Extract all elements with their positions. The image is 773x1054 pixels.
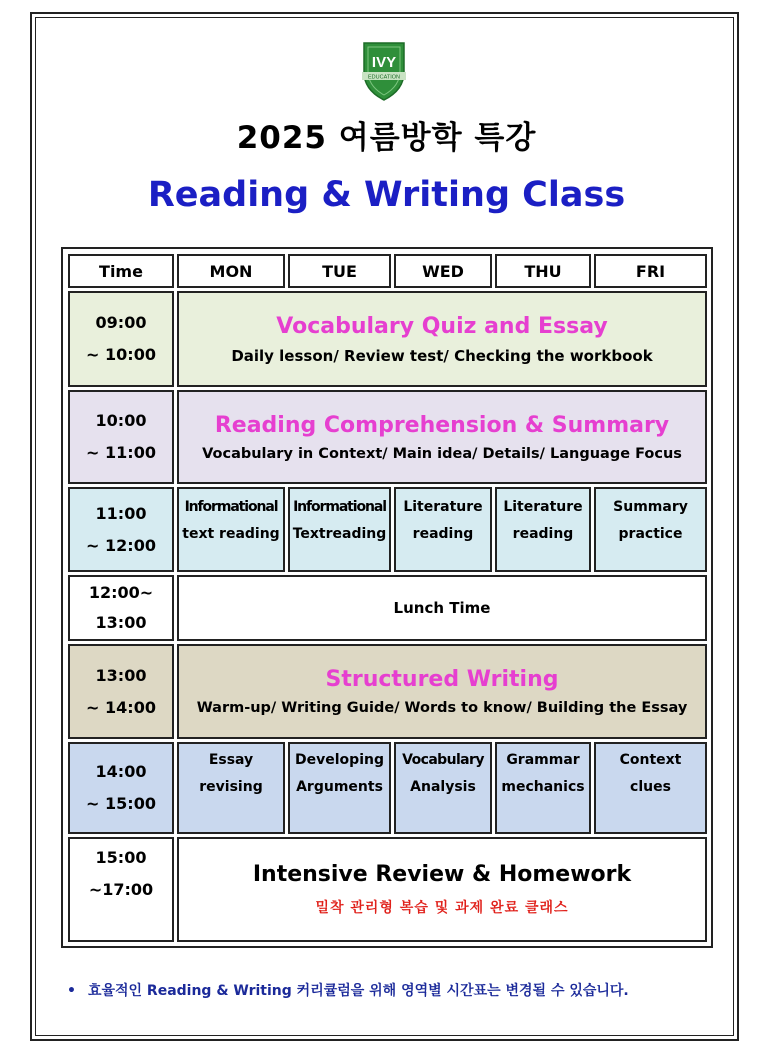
notice-text: 효율적인 Reading & Writing 커리큘럼을 위해 영역별 시간표는 변경될 수 있습니다. [87, 983, 629, 999]
time-end: 13:00 [95, 613, 147, 632]
class-line2: reading [412, 526, 474, 542]
title-korean: 2025 여름방학 특강 [236, 120, 537, 156]
class-line1: Grammar [506, 752, 580, 768]
time-start: 10:00 [95, 411, 147, 430]
bullet: • [67, 983, 76, 999]
title-english: Reading & Writing Class [147, 175, 626, 215]
session-block [177, 644, 707, 739]
header-tue: TUE [288, 254, 391, 288]
class-line2: practice [618, 526, 683, 542]
session-title: Structured Writing [325, 667, 559, 692]
class-line1: Literature [503, 499, 583, 515]
class-line1: Informational [293, 499, 386, 515]
fri-class [594, 487, 707, 572]
time-end: ~ 14:00 [86, 697, 156, 717]
time-cell [68, 575, 174, 641]
thu-class [495, 487, 591, 572]
header-thu: THU [495, 254, 591, 288]
session-block [177, 390, 707, 484]
session-details: Vocabulary in Context/ Main idea/ Details/ Language Focus [202, 445, 682, 462]
class-line1: Informational [184, 499, 278, 515]
mon-class [177, 742, 285, 834]
time-start: 09:00 [95, 313, 147, 332]
time-cell [68, 291, 174, 387]
time-end: ~ 12:00 [86, 535, 156, 555]
time-start: 14:00 [95, 762, 147, 781]
time-end: ~ 15:00 [86, 794, 156, 813]
session-block [177, 291, 707, 387]
class-line1: Literature [403, 499, 483, 515]
class-line2: text reading [182, 526, 280, 542]
session-details: 밀착 관리형 복습 및 과제 완료 클래스 [315, 900, 569, 916]
tue-class [288, 487, 391, 572]
header-fri: FRI [594, 254, 707, 288]
wed-class [394, 742, 492, 834]
class-line1: Developing [295, 752, 384, 768]
mon-class [177, 487, 285, 572]
class-line1: Context [619, 752, 682, 768]
class-line2: reading [512, 526, 574, 542]
session-title: Vocabulary Quiz and Essay [276, 313, 608, 339]
class-line1: Summary [613, 499, 688, 515]
fri-class [594, 742, 707, 834]
header-time: Time [68, 254, 174, 288]
time-cell [68, 742, 174, 834]
time-cell [68, 390, 174, 484]
time-cell [68, 487, 174, 572]
class-line1: Vocabulary [402, 752, 484, 768]
class-line2: Textreading [292, 526, 387, 542]
logo-text: IVY [371, 54, 397, 71]
class-line2: mechanics [501, 779, 585, 795]
session-title: Reading Comprehension & Summary [214, 412, 670, 438]
tue-class [288, 742, 391, 834]
class-line2: revising [199, 779, 263, 795]
time-end: ~ 11:00 [86, 443, 156, 462]
logo-subtext: EDUCATION [368, 74, 400, 81]
schedule-notice [67, 980, 717, 1000]
time-start: 13:00 [95, 665, 147, 685]
class-line2: clues [630, 779, 671, 795]
time-start: 15:00 [95, 848, 147, 867]
session-block [177, 837, 707, 942]
header-wed: WED [394, 254, 492, 288]
time-end: ~ 10:00 [86, 345, 156, 364]
class-line2: Analysis [410, 779, 476, 795]
time-end: ~17:00 [88, 880, 154, 899]
header-mon: MON [177, 254, 285, 288]
lunch-block [177, 575, 707, 641]
wed-class [394, 487, 492, 572]
lunch-label: Lunch Time [393, 599, 491, 617]
session-details: Daily lesson/ Review test/ Checking the workbook [231, 346, 653, 365]
time-cell [68, 837, 174, 942]
session-details: Warm-up/ Writing Guide/ Words to know/ Building the Essay [196, 700, 688, 716]
time-cell [68, 644, 174, 739]
ivy-logo [358, 40, 410, 102]
session-title: Intensive Review & Homework [252, 862, 632, 887]
class-line1: Essay [208, 752, 254, 768]
time-start: 11:00 [95, 503, 147, 523]
time-start: 12:00~ [88, 583, 154, 602]
class-line2: Arguments [296, 779, 383, 795]
thu-class [495, 742, 591, 834]
